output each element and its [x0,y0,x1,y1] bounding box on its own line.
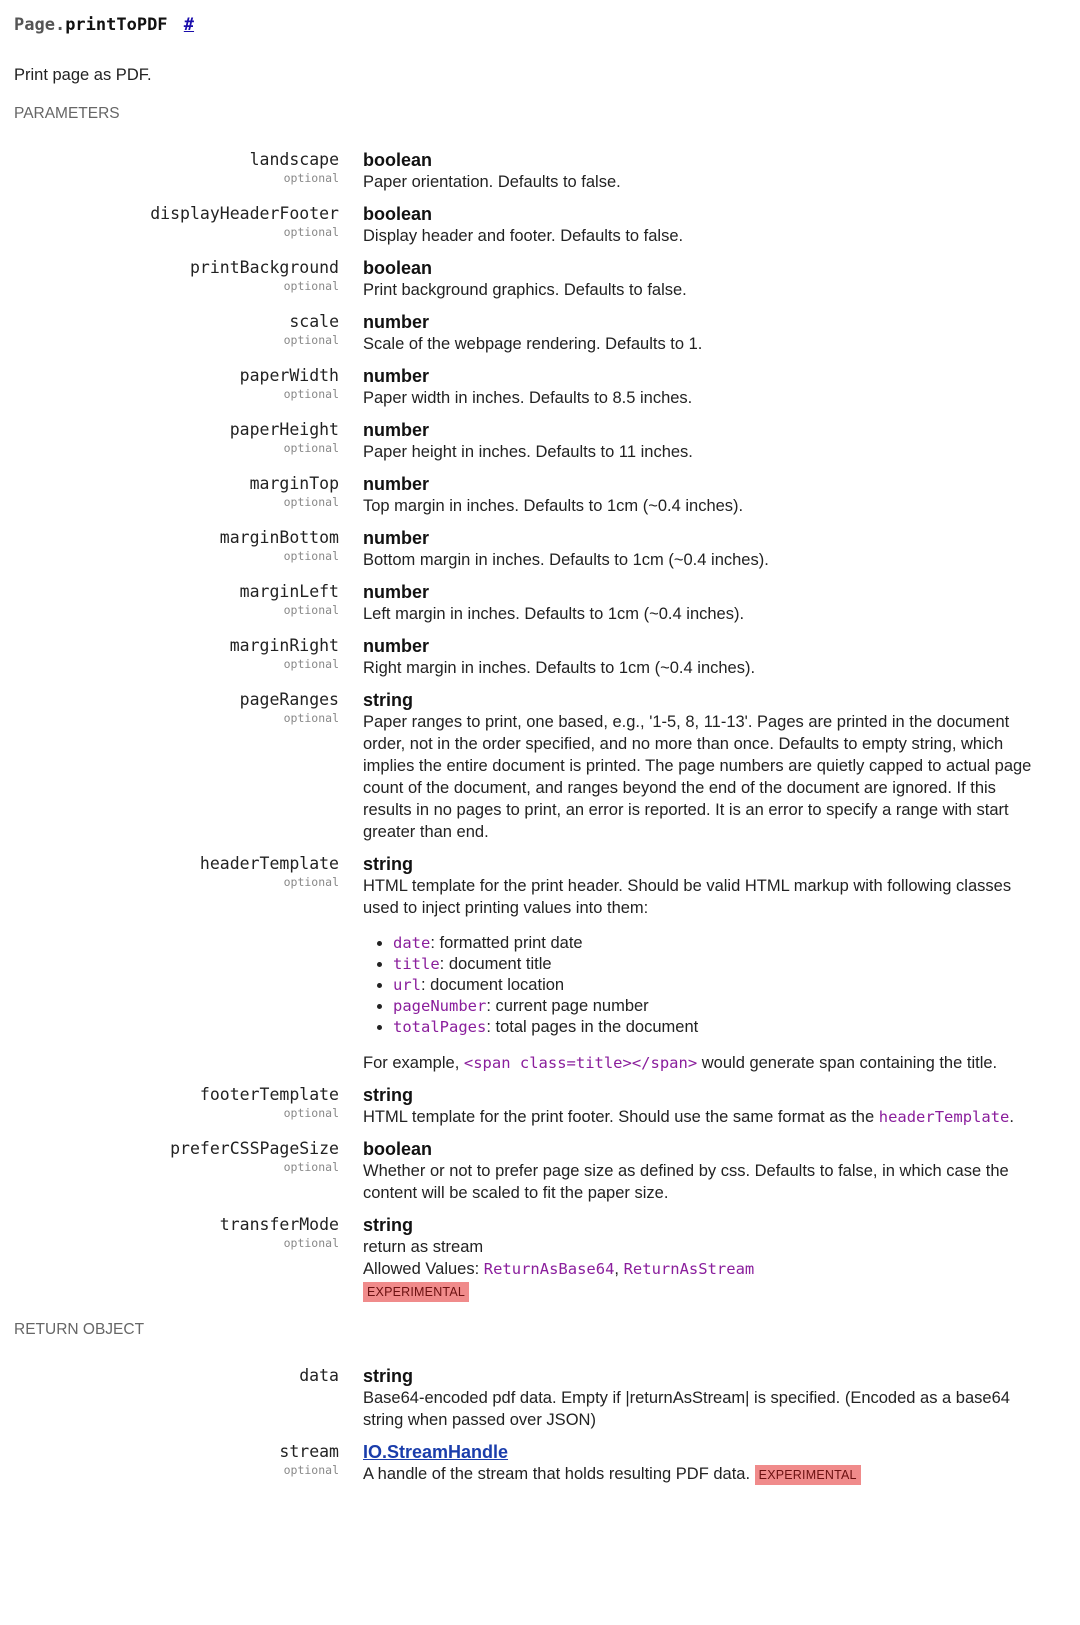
param-name: data [299,1366,339,1385]
param-optional-label: optional [283,1236,339,1250]
param-name: headerTemplate [199,854,339,873]
param-name: marginTop [249,474,339,493]
param-optional-label: optional [283,171,339,185]
template-class-desc: : formatted print date [430,934,583,952]
param-type [363,1441,1036,1463]
param-type: boolean [363,204,433,224]
param-paperHeight [14,419,1066,463]
param-description: Whether or not to prefer page size as defined by css. Defaults to false, in which case the content will be scaled to fit the paper size. [363,1162,1009,1202]
param-description: Display header and footer. Defaults to false. [363,227,684,245]
param-optional-label: optional [283,875,339,889]
method-description: Print page as PDF. [14,66,152,84]
param-optional-label: optional [283,441,339,455]
list-item [393,933,1036,954]
return-data [14,1365,1066,1431]
template-class-code: totalPages [393,1018,487,1036]
method-header [14,10,1066,40]
param-type: number [363,474,430,494]
param-description: Paper orientation. Defaults to false. [363,173,621,191]
param-description: Top margin in inches. Defaults to 1cm (~0.4 inches). [363,497,744,515]
param-optional-label: optional [283,1463,339,1477]
param-description: Scale of the webpage rendering. Defaults to 1. [363,335,703,353]
param-type: string [363,1085,414,1105]
experimental-badge: EXPERIMENTAL [755,1465,861,1485]
param-description: HTML template for the print footer. Should use the same format as the headerTemplate. [363,1108,1014,1126]
param-type: string [363,854,414,874]
return-object-heading: RETURN OBJECT [14,1321,145,1338]
param-optional-label: optional [283,333,339,347]
param-description: A handle of the stream that holds resulting PDF data. EXPERIMENTAL [363,1463,1036,1485]
allowed-value: ReturnAsStream [623,1260,755,1278]
template-class-desc: : document location [421,976,565,994]
param-preferCSSPageSize [14,1138,1066,1204]
param-description: Right margin in inches. Defaults to 1cm (~0.4 inches). [363,659,756,677]
template-class-desc: : document title [439,955,552,973]
param-type: boolean [363,150,433,170]
param-optional-label: optional [283,279,339,293]
param-description: Bottom margin in inches. Defaults to 1cm (~0.4 inches). [363,551,769,569]
template-class-desc: : total pages in the document [486,1018,699,1036]
param-optional-label: optional [283,225,339,239]
method-name: printToPDF [65,15,168,35]
return-stream [14,1441,1066,1485]
param-optional-label: optional [283,387,339,401]
template-class-code: date [393,934,431,952]
param-printBackground [14,257,1066,301]
header-template-example: For example, <span class=title></span> would generate span containing the title. [363,1054,998,1072]
param-name: transferMode [219,1215,339,1234]
param-name: pageRanges [239,690,339,709]
param-description: HTML template for the print header. Should be valid HTML markup with following classes used to inject printing values into them: [363,877,1012,917]
param-type: string [363,690,414,710]
parameters-heading: PARAMETERS [14,105,120,122]
template-class-code: title [393,955,440,973]
list-item [393,954,1036,975]
param-name: paperWidth [239,366,339,385]
param-name: marginRight [229,636,339,655]
template-class-code: pageNumber [393,997,487,1015]
experimental-badge: EXPERIMENTAL [363,1282,469,1302]
param-paperWidth [14,365,1066,409]
param-optional-label: optional [283,657,339,671]
param-name: printBackground [189,258,339,277]
param-description: Base64-encoded pdf data. Empty if |returnAsStream| is specified. (Encoded as a base64 string when passed over JSON) [363,1389,1010,1429]
list-item [393,996,1036,1017]
param-optional-label: optional [283,549,339,563]
template-class-desc: : current page number [486,997,649,1015]
param-optional-label: optional [283,495,339,509]
param-name: footerTemplate [199,1085,339,1104]
param-name: marginLeft [239,582,339,601]
io-streamhandle-link[interactable]: IO.StreamHandle [363,1442,509,1462]
example-code: <span class=title></span> [463,1054,698,1072]
param-name: stream [279,1442,339,1461]
param-name: displayHeaderFooter [150,204,339,223]
param-name: scale [289,312,339,331]
param-marginLeft [14,581,1066,625]
allowed-value: ReturnAsBase64 [483,1260,615,1278]
param-type: number [363,366,430,386]
allowed-values: Allowed Values: ReturnAsBase64, ReturnAsStream [363,1260,755,1278]
param-transferMode [14,1214,1066,1303]
param-name: marginBottom [219,528,339,547]
method-domain: Page. [14,15,66,35]
template-class-code: url [393,976,421,994]
param-description: Left margin in inches. Defaults to 1cm (~0.4 inches). [363,605,745,623]
param-marginRight [14,635,1066,679]
param-description: return as stream [363,1238,484,1256]
param-optional-label: optional [283,1160,339,1174]
header-template-code: headerTemplate [878,1108,1010,1126]
param-footerTemplate [14,1084,1066,1128]
param-type: string [363,1366,414,1386]
param-description: Print background graphics. Defaults to false. [363,281,687,299]
param-marginTop [14,473,1066,517]
param-type: boolean [363,1139,433,1159]
param-type: number [363,312,430,332]
param-description: Paper ranges to print, one based, e.g., '1-5, 8, 11-13'. Pages are printed in the document order, not in the order specified, and no more than once. Defaults to empty string, which implies the entire document is printed. The page numbers are quietly capped to actual page count of the document, and ranges beyond the end of the document are ignored. If this results in no pages to print, an error is reported. It is an error to specify a range with start greater than end. [363,713,1032,841]
param-name: paperHeight [229,420,339,439]
list-item [393,975,1036,996]
template-class-list [363,933,1036,1038]
param-landscape [14,149,1066,193]
param-optional-label: optional [283,711,339,725]
param-marginBottom [14,527,1066,571]
param-type: string [363,1215,414,1235]
param-scale [14,311,1066,355]
param-description: Paper width in inches. Defaults to 8.5 inches. [363,389,693,407]
param-type: number [363,528,430,548]
param-name: preferCSSPageSize [170,1139,339,1158]
param-optional-label: optional [283,1106,339,1120]
param-type: boolean [363,258,433,278]
param-description: Paper height in inches. Defaults to 11 inches. [363,443,693,461]
param-optional-label: optional [283,603,339,617]
param-name: landscape [249,150,339,169]
return-object-list [14,1365,1066,1485]
param-headerTemplate [14,853,1066,1074]
param-type: number [363,420,430,440]
param-pageRanges [14,689,1066,843]
param-type: number [363,636,430,656]
parameters-list [14,149,1066,1303]
param-type: number [363,582,430,602]
list-item [393,1017,1036,1038]
param-displayHeaderFooter [14,203,1066,247]
method-anchor-link[interactable]: # [183,15,195,35]
